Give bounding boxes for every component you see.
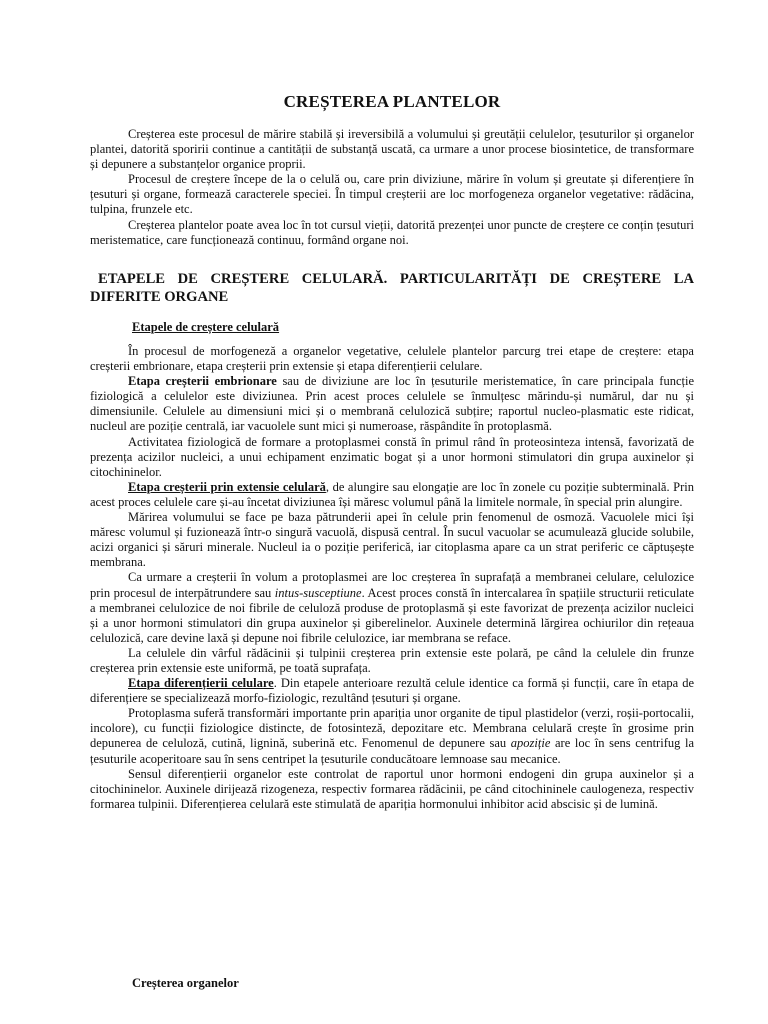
paragraph-embryonic: [90, 374, 694, 434]
membrane-text-2: . Acest proces constă în intercalarea în spațiile structurii reticulate a membranei celulozice de noi fibrile de celuloză produse de protoplasmă și este favorizat de prezența acizilor nucleici și a unor hormoni stimulatori din grupa auxinelor și giberelinelor. Auxinele determină lărgirea ochiurilor din rețeaua celulozică, care devine laxă și depune noi fibrile celulozice, iar membrana se reface.: [90, 585, 694, 645]
extension-stage-label: Etapa creșterii prin extensie celulară: [128, 479, 326, 494]
paragraph-differentiation: [90, 676, 694, 706]
paragraph-stages: În procesul de morfogeneză a organelor vegetative, celulele plantelor parcurg trei etape de creștere: etapa creșterii embrionare, etapa creșterii prin extensie și etapa diferențierii celulare.: [90, 344, 694, 374]
embryonic-stage-text: sau de diviziune are loc în țesuturile meristematice, în care principala funcție fiziologică a celulelor este diviziunea. Prin acest proces celulele se înmulțesc mărindu-și numărul, dar nu și dimensiunile. Celulele au dimensiuni mici și o membrană celulozică subțire; raportul nucleo-plasmatic este ridicat, nucleul are poziție centrală, iar vacuolele sunt mici și numeroase, răspândite în protoplasmă.: [90, 374, 694, 434]
intro-block: [90, 127, 694, 248]
intus-susceptiune-term: intus-susceptiune: [274, 585, 362, 600]
extension-stage-text: , de alungire sau elongație are loc în zonele cu poziție subterminală. Prin acest proces celulele care și-au încetat diviziunea își măresc volumul până la limitele normale, în special prin alungire.: [90, 479, 694, 509]
paragraph-polar: La celulele din vârful rădăcinii și tulpinii creșterea prin extensie este polară, pe când la celulele din frunze creșterea prin extensie este uniformă, pe toată suprafața.: [90, 645, 694, 675]
protoplasm-text-1: Protoplasma suferă transformări importante prin apariția unor organite de tipul plastidelor (verzi, roșii-portocalii, incolore), cu funcții fiziologice distincte, de fotosinteză, depozitare etc. Membrana celulară crește în grosime prin depunerea de celuloză, cutină, lignină, suberină etc. Fenomenul de depunere sau: [90, 706, 694, 751]
section-heading: ETAPELE DE CREȘTERE CELULARĂ. PARTICULARITĂȚI DE CREȘTERE LA DIFERITE ORGANE: [90, 271, 694, 305]
intro-paragraph-3: Creșterea plantelor poate avea loc în tot cursul vieții, datorită prezenței unor puncte de creștere ce conțin țesuturi meristematice, care funcționează continuu, formând organe noi.: [90, 217, 694, 247]
apozitie-term: apoziție: [510, 736, 551, 751]
embryonic-stage-label: Etapa creșterii embrionare: [128, 374, 277, 389]
differentiation-stage-text: . Din etapele anterioare rezultă celule identice ca formă și funcții, care în etapa de diferențiere se specializează morfo-fiziologic, rezultând țesuturi și organe.: [90, 676, 694, 706]
section-body: [90, 344, 694, 812]
paragraph-direction: Sensul diferențierii organelor este controlat de raportul unor hormoni endogeni din grupa auxinelor și a citochininelor. Auxinele dirijează rizogeneza, respectiv formarea rădăcinii, pe când citochininele caulogeneza, respectiv formarea tulpinii. Diferențierea celulară este stimulată de apariția hormonului inhibitor acid abscisic și de lumină.: [90, 766, 694, 811]
paragraph-protoplasm: [90, 706, 694, 766]
membrane-text-1: Ca urmare a creșterii în volum a protoplasmei are loc creșterea în suprafață a membranei celulare, celulozice prin procesul de interpătrundere sau: [90, 570, 694, 600]
organ-growth-subheading: Creșterea organelor: [132, 976, 239, 990]
paragraph-membrane: [90, 570, 694, 645]
section-subheading: Etapele de creștere celulară: [132, 320, 280, 334]
paragraph-activity: Activitatea fiziologică de formare a protoplasmei constă în primul rând în proteosinteza intensă, favorizată de prezența acizilor nucleici, a unui echipament enzimatic bogat și a unor hormoni stimulatori din grupa auxinelor și citochininelor.: [90, 434, 694, 479]
paragraph-volume: Mărirea volumului se face pe baza pătrunderii apei în celule prin fenomenul de osmoză. Vacuolele mici își măresc volumul și fuzionează într-o singură vacuolă, dispusă central. În sucul vacuolar se acumulează glucide solubile, acizi organici și săruri minerale. Nucleul ia o poziție periferică, iar citoplasma apare ca un strat periferic ce căptușește membrana.: [90, 510, 694, 570]
intro-paragraph-2: Procesul de creștere începe de la o celulă ou, care prin diviziune, mărire în volum și greutate și diferențiere în țesuturi și organe, formează caracterele speciei. În timpul creșterii are loc morfogeneza organelor vegetative: rădăcina, tulpina, frunzele etc.: [90, 172, 694, 217]
differentiation-stage-label: Etapa diferențierii celulare: [128, 676, 274, 691]
intro-paragraph-1: Creșterea este procesul de mărire stabilă și ireversibilă a volumului și greutății celulelor, țesuturilor și organelor plantei, datorită sporirii continue a cantității de substanță uscată, ca urmare a unor procese biosintetice, de transformare și depunere a substanțelor organice proprii.: [90, 127, 694, 172]
page-title: CREȘTEREA PLANTELOR: [283, 92, 501, 111]
paragraph-extension: [90, 480, 694, 510]
protoplasm-text-2: are loc în sens centrifug la țesuturile acoperitoare sau în sens centripet la țesuturile conducătoare lemnoase sau mecanice.: [90, 736, 694, 766]
